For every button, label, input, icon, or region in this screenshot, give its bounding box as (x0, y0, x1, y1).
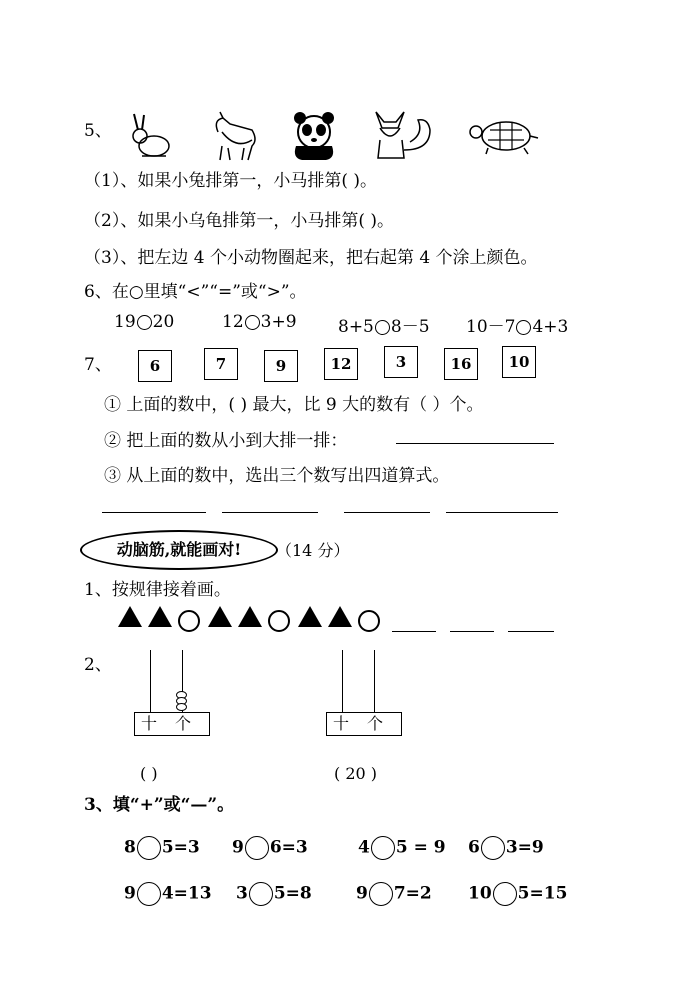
ten-label: 十 (333, 714, 350, 733)
q6-title: 6、在○里填“<”“=”或“>”。 (84, 282, 307, 302)
panda-icon (288, 110, 340, 162)
answer-line[interactable] (396, 443, 554, 444)
s3-expr: 9 7=2 (356, 882, 432, 906)
abacus-rod (374, 650, 375, 712)
abacus-rod (342, 650, 343, 712)
triangle-icon (328, 606, 352, 627)
section-badge: 动脑筋,就能画对! (80, 530, 278, 570)
q6-expr-1: 19 20 (114, 312, 175, 332)
answer-line[interactable] (344, 512, 430, 513)
triangle-icon (118, 606, 142, 627)
answer-line[interactable] (446, 512, 558, 513)
s3-expr: 3 5=8 (236, 882, 312, 906)
number-box: 10 (502, 346, 536, 378)
one-label: 个 (175, 714, 192, 733)
q7-item-1: ① 上面的数中，( ) 最大，比 9 大的数有（ ）个。 (104, 395, 484, 415)
s3-title: 3、填“+”或“—”。 (84, 795, 235, 815)
q7-item-2: ② 把上面的数从小到大排一排： (104, 431, 348, 451)
answer-circle[interactable] (371, 836, 395, 860)
answer-line[interactable] (102, 512, 206, 513)
answer-circle[interactable] (375, 320, 390, 335)
abacus-frame (134, 712, 210, 736)
s2-number: 2、 (84, 655, 112, 675)
q6-expr-3: 8+5 8－5 (338, 317, 430, 337)
abacus-answer[interactable]: ( ) (140, 764, 158, 783)
section-score: （14 分） (276, 541, 350, 560)
s3-expr: 6 3=9 (468, 836, 544, 860)
answer-circle[interactable] (137, 315, 152, 330)
q6-expr-2: 12 3+9 (222, 312, 297, 332)
s3-expr: 8 5=3 (124, 836, 200, 860)
number-box: 12 (324, 348, 358, 380)
circle-icon (268, 610, 290, 632)
circle-icon (178, 610, 200, 632)
answer-circle[interactable] (493, 882, 517, 906)
answer-circle[interactable] (137, 836, 161, 860)
rabbit-icon (126, 112, 176, 160)
q6-expr-4: 10－7 4+3 (466, 317, 569, 337)
q5-number: 5、 (84, 121, 112, 141)
triangle-icon (238, 606, 262, 627)
q7-item-3: ③ 从上面的数中，选出三个数写出四道算式。 (104, 466, 450, 486)
horse-icon (208, 110, 263, 162)
triangle-icon (298, 606, 322, 627)
answer-circle[interactable] (137, 882, 161, 906)
fox-icon (370, 110, 436, 162)
answer-circle[interactable] (245, 836, 269, 860)
s3-expr: 9 6=3 (232, 836, 308, 860)
pattern-row (118, 606, 388, 632)
number-box: 6 (138, 350, 172, 382)
answer-circle[interactable] (369, 882, 393, 906)
circle-icon (358, 610, 380, 632)
one-label: 个 (367, 714, 384, 733)
number-box: 7 (204, 348, 238, 380)
s1-title: 1、按规律接着画。 (84, 580, 231, 600)
q7-number: 7、 (84, 355, 112, 375)
q5-item-2: （2）、如果小乌龟排第一，小马排第( )。 (84, 211, 394, 231)
answer-circle[interactable] (516, 320, 531, 335)
answer-line[interactable] (508, 631, 554, 632)
turtle-icon (466, 116, 542, 156)
abacus-rod (150, 650, 151, 712)
answer-line[interactable] (222, 512, 318, 513)
q5-item-1: （1）、如果小兔排第一，小马排第( )。 (84, 171, 377, 191)
q5-item-3: （3）、把左边 4 个小动物圈起来，把右起第 4 个涂上颜色。 (84, 248, 538, 268)
abacus-bead (176, 703, 187, 711)
number-box: 3 (384, 346, 418, 378)
s3-expr: 9 4=13 (124, 882, 212, 906)
answer-circle[interactable] (481, 836, 505, 860)
ten-label: 十 (141, 714, 158, 733)
abacus-answer: ( 20 ) (334, 764, 378, 783)
triangle-icon (148, 606, 172, 627)
triangle-icon (208, 606, 232, 627)
number-box: 9 (264, 350, 298, 382)
answer-circle[interactable] (245, 315, 260, 330)
s3-expr: 10 5=15 (468, 882, 567, 906)
answer-circle[interactable] (249, 882, 273, 906)
number-box: 16 (444, 348, 478, 380)
answer-line[interactable] (450, 631, 494, 632)
s3-expr: 4 5 = 9 (358, 836, 446, 860)
abacus-frame (326, 712, 402, 736)
answer-line[interactable] (392, 631, 436, 632)
